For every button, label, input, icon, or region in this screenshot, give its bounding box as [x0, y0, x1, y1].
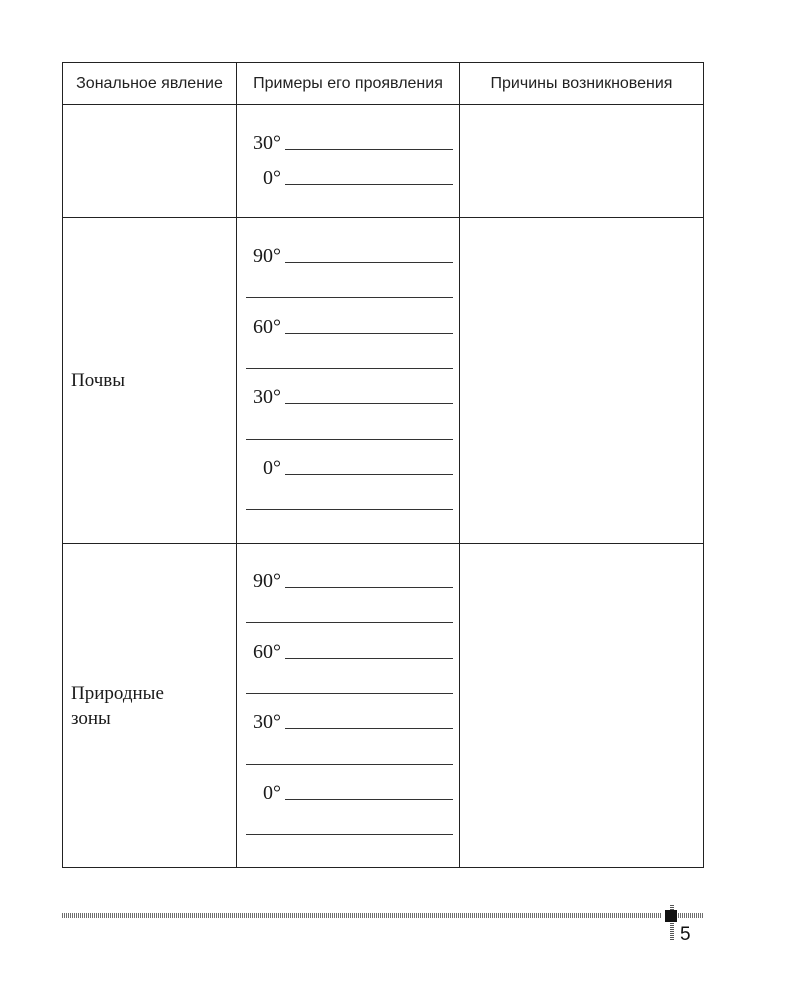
header-reasons: Причины возникновения [490, 75, 673, 92]
answer-line[interactable] [285, 587, 453, 588]
answer-line[interactable] [285, 658, 453, 659]
footer-rule [678, 913, 704, 918]
latitude-label: 60° [253, 316, 281, 338]
answer-line[interactable] [285, 403, 453, 404]
answer-line[interactable] [285, 333, 453, 334]
answer-line-continuation[interactable] [246, 834, 453, 835]
example-line[interactable] [245, 569, 455, 593]
answer-line-continuation[interactable] [246, 622, 453, 623]
example-line[interactable] [245, 781, 455, 805]
latitude-label: 60° [253, 641, 281, 663]
latitude-label: 0° [263, 782, 281, 804]
footer-rule [62, 913, 662, 918]
answer-line[interactable] [285, 728, 453, 729]
example-line[interactable] [245, 456, 455, 480]
answer-line-continuation[interactable] [246, 693, 453, 694]
example-line[interactable] [245, 131, 455, 155]
latitude-label: 0° [263, 167, 281, 189]
answer-line[interactable] [285, 474, 453, 475]
example-line[interactable] [245, 640, 455, 664]
header-examples: Примеры его проявления [253, 75, 443, 92]
latitude-label: 0° [263, 457, 281, 479]
column-divider [459, 63, 460, 867]
zonal-phenomena-table [62, 62, 704, 868]
answer-line-continuation[interactable] [246, 764, 453, 765]
page-number: 5 [680, 924, 691, 945]
example-line[interactable] [245, 710, 455, 734]
latitude-label: 30° [253, 386, 281, 408]
example-line[interactable] [245, 166, 455, 190]
answer-line-continuation[interactable] [246, 297, 453, 298]
row-divider [63, 217, 703, 218]
answer-line[interactable] [285, 184, 453, 185]
answer-line-continuation[interactable] [246, 509, 453, 510]
header-phenomenon: Зональное явление [76, 75, 223, 92]
answer-line[interactable] [285, 149, 453, 150]
answer-line[interactable] [285, 799, 453, 800]
answer-line-continuation[interactable] [246, 368, 453, 369]
example-line[interactable] [245, 315, 455, 339]
latitude-label: 30° [253, 132, 281, 154]
answer-line[interactable] [285, 262, 453, 263]
example-line[interactable] [245, 385, 455, 409]
row-divider [63, 543, 703, 544]
latitude-label: 90° [253, 570, 281, 592]
example-line[interactable] [245, 244, 455, 268]
answer-line-continuation[interactable] [246, 439, 453, 440]
footer-marker-square [665, 910, 677, 922]
latitude-label: 30° [253, 711, 281, 733]
phenomenon-soils: Почвы [71, 370, 126, 391]
column-divider [236, 63, 237, 867]
phenomenon-natural-zones: Природные зоны [71, 683, 164, 729]
latitude-label: 90° [253, 245, 281, 267]
